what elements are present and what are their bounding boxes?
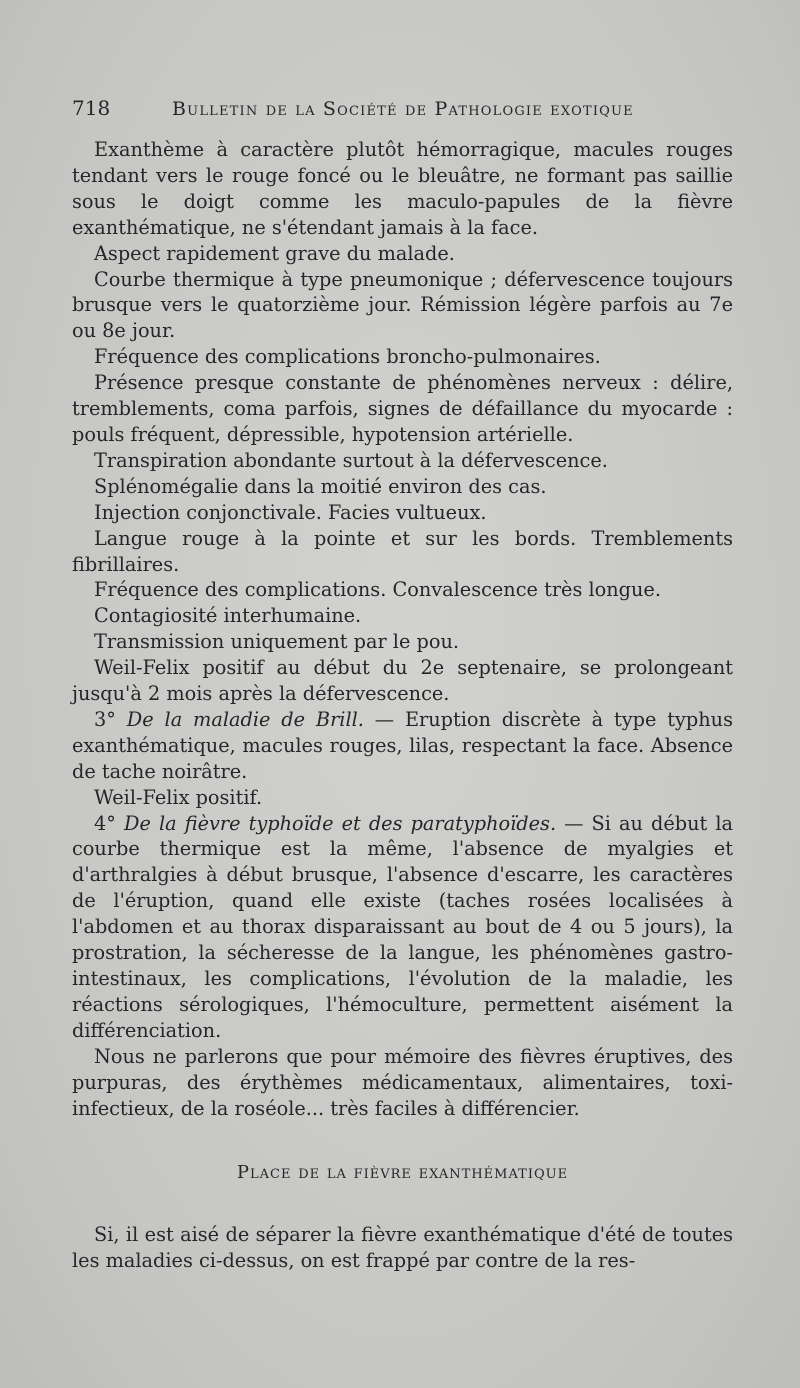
paragraph-transpiration: Transpiration abondante surtout à la défervescence.: [94, 448, 608, 472]
section-4-title: De la fièvre typhoïde et des paratyphoïdes.: [124, 811, 557, 835]
section-4: [72, 811, 733, 1044]
paragraph-frequence-complications: Fréquence des complications. Convalescence très longue.: [94, 578, 661, 602]
paragraph-transmission: Transmission uniquement par le pou.: [94, 630, 459, 654]
section-heading: Place de la fièvre exanthématique: [236, 1162, 569, 1184]
paragraph-phenomenes-nerveux: Présence presque constante de phénomènes nerveux : délire, tremblements, coma parfois, signes de défaillance du myocarde : pouls fréquent, dépressible, hypotension artérielle.: [72, 371, 733, 446]
paragraph-courbe: Courbe thermique à type pneumonique ; défervescence toujours brusque vers le quatorzième jour. Rémission légère parfois au 7e ou 8e jour.: [72, 267, 733, 343]
paragraph-weil-felix: Weil-Felix positif au début du 2e septenaire, se prolongeant jusqu'à 2 mois après la défervescence.: [72, 656, 733, 706]
body-text: [72, 137, 733, 1274]
paragraph-exantheme: Exanthème à caractère plutôt hémorragique, macules rouges tendant vers le rouge foncé ou le bleuâtre, ne formant pas saillie sous le doigt comme les maculo-papules de la fièvre exanthématique, ne s'étendant jamais à la face.: [72, 138, 733, 239]
section-3: [72, 707, 733, 785]
section-3-title: De la maladie de Brill.: [126, 707, 364, 731]
section-4-number: 4°: [94, 811, 116, 835]
paragraph-weil-felix-positif: Weil-Felix positif.: [94, 785, 263, 809]
paragraph-langue: Langue rouge à la pointe et sur les bords. Tremblements fibrillaires.: [72, 526, 733, 576]
page-number: 718: [72, 96, 111, 120]
paragraph-closing: Nous ne parlerons que pour mémoire des fièvres éruptives, des purpuras, des érythèmes médicamentaux, alimentaires, toxi-infectieux, de la roséole... très faciles à différencier.: [72, 1044, 733, 1120]
section-4-text: — Si au début la courbe thermique est la même, l'absence de myalgies et d'arthralgies à début brusque, l'absence d'escarre, les caractères de l'éruption, quand elle existe (taches rosées localisées à l'abdomen et au thorax disparaissant au bout de 4 ou 5 jours), la prostration, la sécheresse de la langue, les phénomènes gastro-intestinaux, les complications, l'évolution de la maladie, les réactions sérologiques, l'hémoculture, permettent aisément la différenciation.: [72, 811, 733, 1042]
page-header: [72, 96, 732, 122]
section-3-text: — Eruption discrète à type typhus exanthématique, macules rouges, lilas, respectant la face. Absence de tache noirâtre.: [72, 707, 733, 783]
paragraph-complications-broncho: Fréquence des complications broncho-pulmonaires.: [94, 345, 601, 369]
paragraph-injection: Injection conjonctivale. Facies vultueux.: [94, 500, 487, 524]
paragraph-final: Si, il est aisé de séparer la fièvre exanthématique d'été de toutes les maladies ci-dessus, on est frappé par contre de la res-: [72, 1223, 733, 1273]
paragraph-contagiosite: Contagiosité interhumaine.: [94, 604, 362, 628]
paragraph-splenomegalie: Splénomégalie dans la moitié environ des cas.: [94, 474, 547, 498]
section-3-number: 3°: [94, 707, 116, 731]
paragraph-aspect: Aspect rapidement grave du malade.: [94, 241, 455, 265]
running-title: Bulletin de la Société de Pathologie exotique: [172, 98, 634, 120]
